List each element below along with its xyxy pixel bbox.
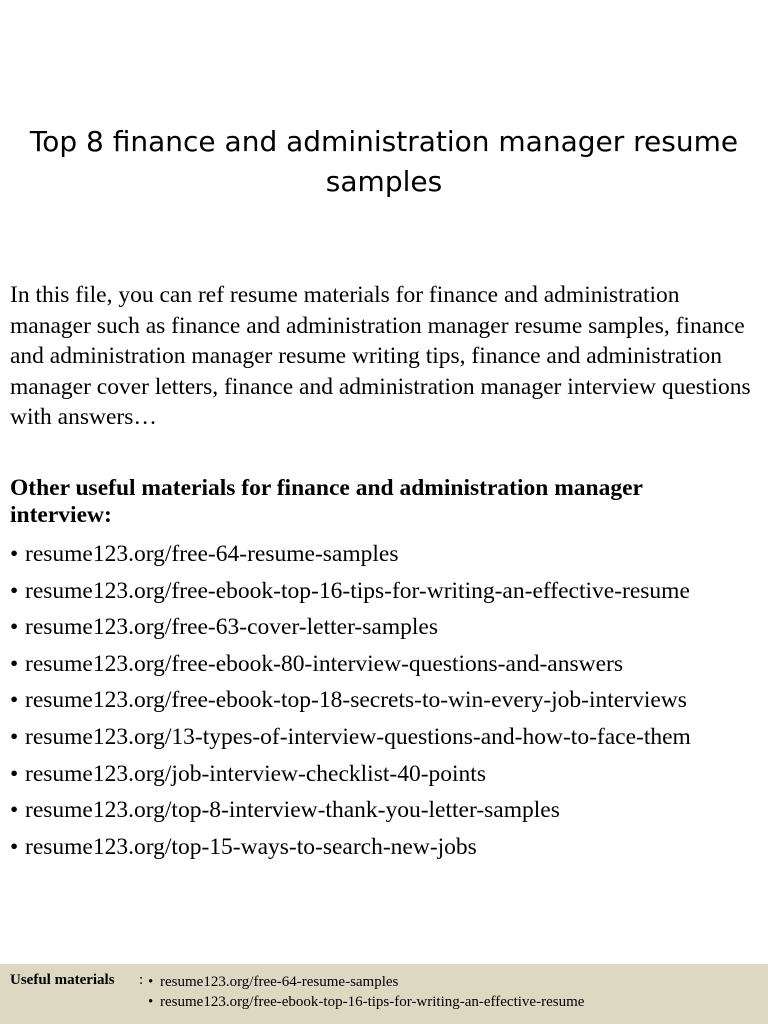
intro-paragraph: In this file, you can ref resume materials for finance and administration manager such as finance and administration manager resume samples, finance and administration manager resume writing tips, finance and administration manager cover letters, finance and administration manager interview questions with answers… [10, 282, 751, 430]
bullet-icon: • [10, 687, 19, 714]
materials-link-list [10, 536, 768, 865]
list-item [10, 792, 768, 829]
bullet-icon: • [148, 994, 154, 1010]
list-item [10, 536, 768, 573]
footer-label: Useful materials [10, 972, 115, 988]
list-item [148, 972, 584, 992]
list-item [10, 573, 768, 610]
material-link[interactable]: resume123.org/top-15-ways-to-search-new-jobs [25, 833, 477, 860]
other-materials-heading: Other useful materials for finance and administration manager interview: [10, 475, 643, 528]
list-item [10, 609, 768, 646]
bullet-icon: • [148, 974, 154, 990]
footer-link[interactable]: resume123.org/free-ebook-top-16-tips-for-writing-an-effective-resume [160, 994, 585, 1010]
list-item [10, 719, 768, 756]
page-title: Top 8 finance and administration manager resume samples [29, 125, 739, 198]
list-item [10, 829, 768, 866]
material-link[interactable]: resume123.org/free-ebook-80-interview-questions-and-answers [25, 650, 623, 677]
material-link[interactable]: resume123.org/free-64-resume-samples [25, 541, 399, 567]
material-link[interactable]: resume123.org/free-ebook-top-16-tips-for-writing-an-effective-resume [25, 577, 690, 604]
material-link[interactable]: resume123.org/13-types-of-interview-questions-and-how-to-face-them [25, 723, 691, 750]
list-item [10, 756, 768, 793]
bullet-icon: • [10, 541, 19, 567]
material-link[interactable]: resume123.org/free-63-cover-letter-samples [25, 614, 438, 641]
bullet-icon: • [10, 833, 19, 860]
footer-bar [0, 964, 768, 1024]
material-link[interactable]: resume123.org/free-ebook-top-18-secrets-to-win-every-job-interviews [25, 687, 687, 714]
bullet-icon: • [10, 723, 19, 750]
material-link[interactable]: resume123.org/top-8-interview-thank-you-letter-samples [25, 797, 560, 824]
bullet-icon: • [10, 797, 19, 824]
footer-link-list [148, 972, 584, 1012]
bullet-icon: • [10, 760, 19, 787]
list-item [148, 992, 584, 1012]
list-item [10, 682, 768, 719]
bullet-icon: • [10, 614, 19, 641]
footer-colon: : [139, 972, 144, 988]
material-link[interactable]: resume123.org/job-interview-checklist-40-points [25, 760, 486, 787]
bullet-icon: • [10, 577, 19, 604]
list-item [10, 646, 768, 683]
footer-link[interactable]: resume123.org/free-64-resume-samples [160, 974, 399, 990]
bullet-icon: • [10, 650, 19, 677]
